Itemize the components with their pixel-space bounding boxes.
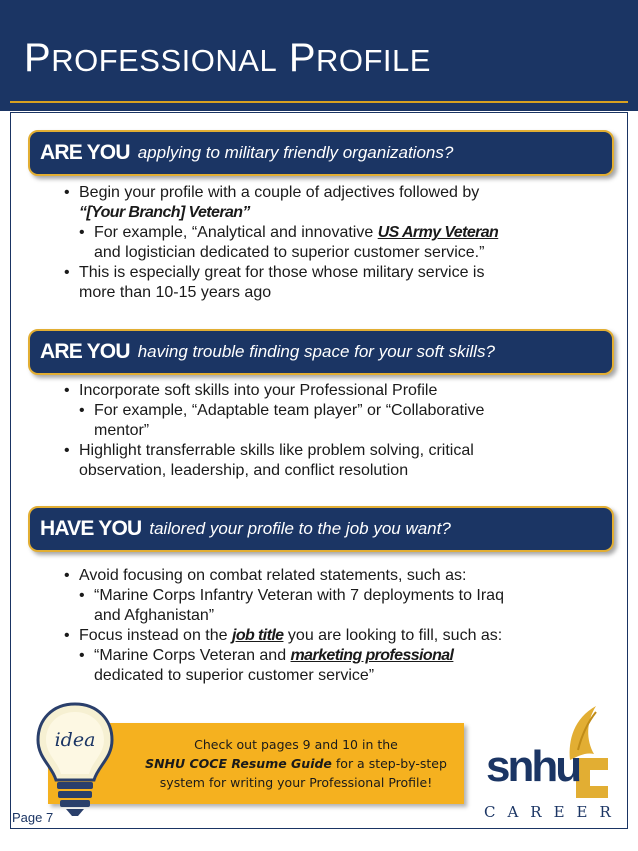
bullet-highlight: job title <box>231 627 284 644</box>
header-band <box>0 0 638 111</box>
banner-lead: ARE YOU <box>40 141 130 164</box>
callout-guide-title: SNHU COCE Resume Guide <box>145 756 332 771</box>
snhu-career-logo <box>482 700 622 826</box>
callout-text <box>140 735 452 792</box>
bullet-item <box>64 381 554 401</box>
bullet-text: For example, “Analytical and innovative <box>94 224 378 241</box>
sub-bullet-item <box>79 223 554 263</box>
bullet-list <box>64 381 554 481</box>
bullet-text: • Begin your profile with a couple of adjectives followed by <box>79 184 480 201</box>
sub-bullet-item <box>79 646 554 686</box>
bullet-text: “Marine Corps Veteran and <box>94 647 291 664</box>
title-rest: ROFILE <box>316 43 431 78</box>
bullet-item <box>64 183 554 223</box>
bullet-text: • Incorporate soft skills into your Professional Profile <box>79 382 438 399</box>
banner-lead: ARE YOU <box>40 340 130 363</box>
bullet-text: Focus instead on the <box>79 627 232 644</box>
bullet-text: observation, leadership, and conflict resolution <box>79 462 409 479</box>
bullet-text: • “Marine Corps Infantry Veteran with 7 deployments to Iraq <box>94 587 504 604</box>
section-banner <box>28 329 614 375</box>
bullet-text: • Avoid focusing on combat related statements, such as: <box>79 567 467 584</box>
bullet-text: more than 10-15 years ago <box>79 284 272 301</box>
sub-bullet-item <box>79 586 554 626</box>
header-divider <box>10 101 628 103</box>
bullet-list <box>64 183 554 303</box>
bullet-text: • This is especially great for those whose military service is <box>79 264 485 281</box>
bullet-text: and Afghanistan” <box>94 607 215 624</box>
banner-text: tailored your profile to the job you want? <box>149 519 451 538</box>
bullet-text: dedicated to superior customer service” <box>94 667 375 684</box>
bullet-list <box>64 566 554 686</box>
section-banner <box>28 506 614 552</box>
bullet-highlight: “[Your Branch] Veteran” <box>79 204 250 221</box>
title-initial: P <box>24 36 52 80</box>
section-banner <box>28 130 614 176</box>
bullet-text: mentor” <box>94 422 150 439</box>
callout-line: Check out pages 9 and 10 in the <box>194 737 398 752</box>
logo-wordmark: snhu <box>486 742 580 791</box>
callout-line: system for writing your Professional Profile! <box>159 775 433 790</box>
title-rest: ROFESSIONAL <box>51 43 278 78</box>
page-title <box>24 36 431 81</box>
logo-tagline: CAREER <box>484 803 623 821</box>
banner-lead: HAVE YOU <box>40 517 142 540</box>
bullet-item <box>64 626 554 646</box>
bullet-text: • For example, “Adaptable team player” or “Collaborative <box>94 402 485 419</box>
lightbulb-icon <box>30 700 120 820</box>
bullet-highlight: marketing professional <box>290 647 454 664</box>
title-initial: P <box>288 36 316 80</box>
bulb-label: idea <box>54 729 96 751</box>
bullet-text: you are looking to fill, such as: <box>283 627 503 644</box>
bullet-text: and logistician dedicated to superior customer service.” <box>94 244 485 261</box>
page-number: Page 7 <box>12 810 54 825</box>
banner-text: having trouble finding space for your soft skills? <box>137 342 495 361</box>
banner-text: applying to military friendly organizations? <box>137 143 454 162</box>
bullet-text: • Highlight transferrable skills like problem solving, critical <box>79 442 474 459</box>
callout-line: for a step-by-step <box>331 756 447 771</box>
bullet-item <box>64 441 554 481</box>
bullet-highlight: US Army Veteran <box>377 224 499 241</box>
sub-bullet-item <box>79 401 554 441</box>
bullet-item <box>64 566 554 586</box>
bullet-item <box>64 263 554 303</box>
